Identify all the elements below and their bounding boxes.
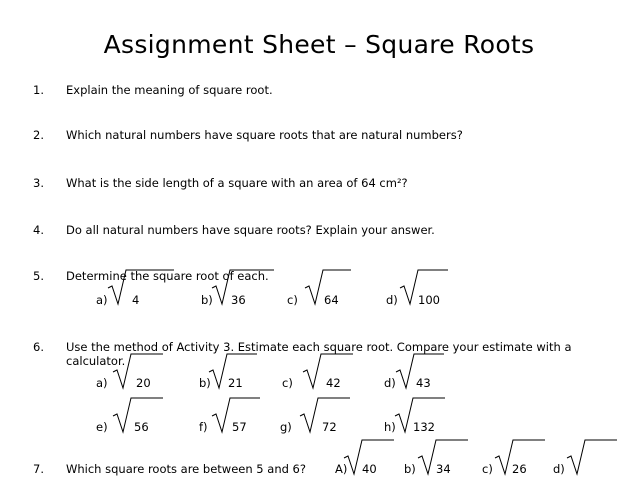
question-4-text: Do all natural numbers have square roots? Explain your answer. bbox=[66, 223, 435, 237]
question-5-text: Determine the square root of each. bbox=[66, 269, 269, 283]
question-5-part-a-value: 4 bbox=[132, 293, 140, 307]
question-3-number: 3. bbox=[33, 176, 44, 190]
page-title: Assignment Sheet – Square Roots bbox=[103, 30, 535, 59]
question-6-part-b-value: 21 bbox=[228, 376, 243, 390]
question-6-part-e-label: e) bbox=[96, 420, 108, 434]
question-5-part-d-label: d) bbox=[386, 293, 398, 307]
question-6-part-g-value: 72 bbox=[322, 420, 337, 434]
question-6-part-b-label: b) bbox=[199, 376, 211, 390]
question-6-part-d-value: 43 bbox=[416, 376, 431, 390]
question-3-text: What is the side length of a square with an area of 64 cm²? bbox=[66, 176, 408, 190]
question-2-number: 2. bbox=[33, 128, 44, 142]
square-root-icon bbox=[567, 438, 619, 478]
question-5-number: 5. bbox=[33, 269, 44, 283]
question-6-part-c-value: 42 bbox=[326, 376, 341, 390]
question-5-part-c-value: 64 bbox=[324, 293, 339, 307]
question-5-part-b-label: b) bbox=[201, 293, 213, 307]
question-5-part-d-value: 100 bbox=[418, 293, 440, 307]
question-6-part-g-label: g) bbox=[280, 420, 292, 434]
question-6-part-h-label: h) bbox=[384, 420, 396, 434]
question-7-part-b-label: b) bbox=[404, 462, 416, 476]
question-7-part-b-value: 34 bbox=[436, 462, 451, 476]
question-6-part-h-value: 132 bbox=[413, 420, 435, 434]
question-6-number: 6. bbox=[33, 340, 44, 354]
question-6-part-f-value: 57 bbox=[232, 420, 247, 434]
question-6-part-e-value: 56 bbox=[134, 420, 149, 434]
question-1-text: Explain the meaning of square root. bbox=[66, 83, 273, 97]
question-5-part-a-label: a) bbox=[96, 293, 108, 307]
question-6-part-f-label: f) bbox=[199, 420, 208, 434]
question-1-number: 1. bbox=[33, 83, 44, 97]
question-7-part-c-label: c) bbox=[482, 462, 493, 476]
question-6-part-a-label: a) bbox=[96, 376, 108, 390]
question-6-text-line2: calculator. bbox=[66, 354, 126, 368]
square-root-icon bbox=[108, 268, 176, 310]
question-7-part-d-label: d) bbox=[553, 462, 565, 476]
question-7-text: Which square roots are between 5 and 6? bbox=[66, 462, 306, 476]
question-7-part-c-value: 26 bbox=[512, 462, 527, 476]
question-5-part-c-label: c) bbox=[287, 293, 298, 307]
question-2-text: Which natural numbers have square roots that are natural numbers? bbox=[66, 128, 463, 142]
question-7-part-a-value: 40 bbox=[362, 462, 377, 476]
question-6-text-line1: Use the method of Activity 3. Estimate each square root. Compare your estimate with a bbox=[66, 340, 572, 354]
question-6-part-c-label: c) bbox=[282, 376, 293, 390]
question-7-part-a-label: A) bbox=[335, 462, 348, 476]
question-6-part-d-label: d) bbox=[384, 376, 396, 390]
question-7-number: 7. bbox=[33, 462, 44, 476]
question-5-part-b-value: 36 bbox=[231, 293, 246, 307]
question-4-number: 4. bbox=[33, 223, 44, 237]
question-6-part-a-value: 20 bbox=[136, 376, 151, 390]
